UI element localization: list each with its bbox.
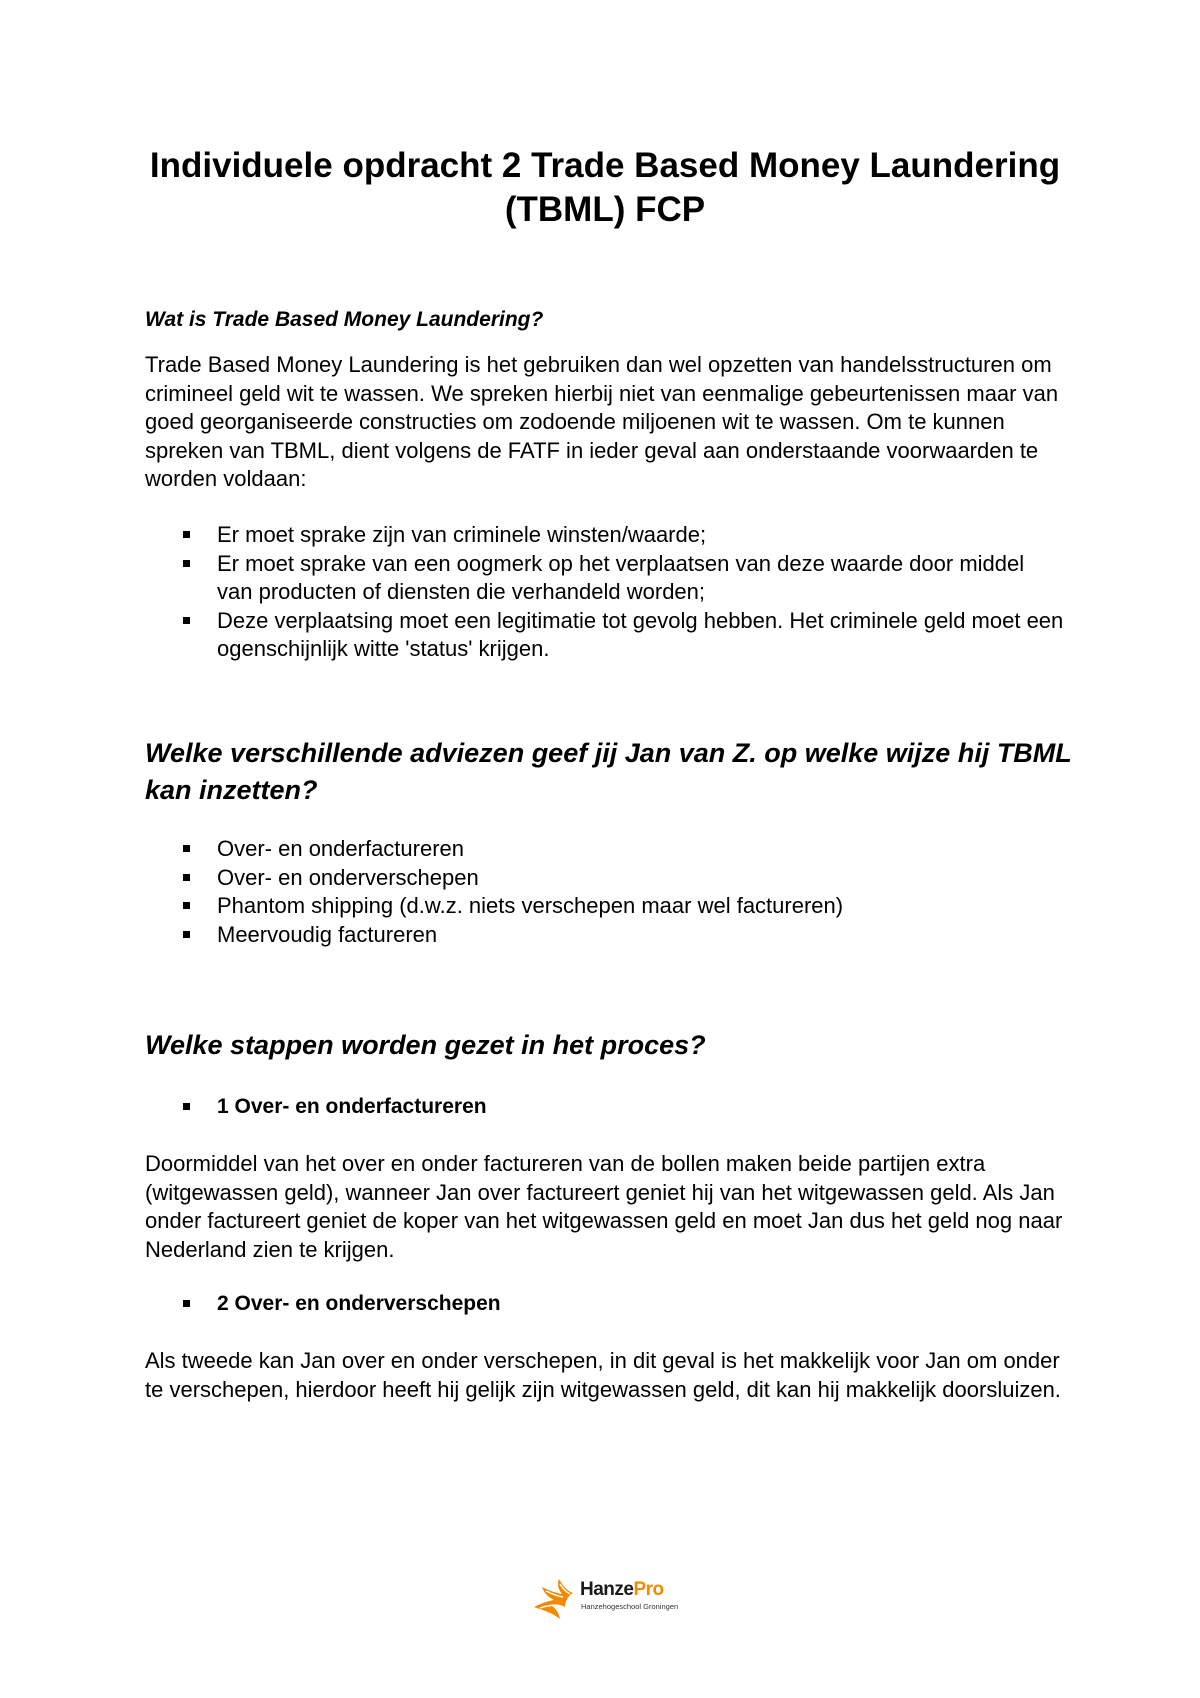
square-bullet-icon	[183, 1300, 190, 1307]
list-item	[145, 607, 1065, 664]
square-bullet-icon	[183, 902, 190, 909]
list-item-text: Er moet sprake van een oogmerk op het verplaatsen van deze waarde door middel van producten of diensten die verhandeld worden;	[217, 550, 1025, 604]
section3-heading: Welke stappen worden gezet in het proces?	[145, 1030, 706, 1060]
flame-icon	[532, 1577, 578, 1621]
square-bullet-icon	[183, 1103, 190, 1110]
hanzepro-logo	[532, 1577, 682, 1625]
square-bullet-icon	[183, 931, 190, 938]
list-item-text: Er moet sprake zijn van criminele winsten/waarde;	[217, 522, 707, 547]
list-item	[145, 521, 1065, 550]
list-item-text: Over- en onderverschepen	[217, 864, 479, 890]
list-item-text: Phantom shipping (d.w.z. niets verschepen maar wel factureren)	[217, 893, 844, 918]
list-item	[145, 921, 1065, 950]
list-item	[145, 864, 1065, 893]
section1-bullet-list	[145, 521, 1065, 664]
section1-heading: Wat is Trade Based Money Laundering?	[145, 308, 544, 331]
section2-heading: Welke verschillende adviezen geef jij Jan van Z. op welke wijze hij TBML kan inzetten?	[145, 738, 1072, 805]
square-bullet-icon	[183, 845, 190, 852]
logo-subtitle: Hanzehogeschool Groningen	[581, 1602, 679, 1611]
list-item	[145, 835, 1065, 864]
section2-bullet-list	[145, 835, 1065, 949]
step-heading-2	[145, 1290, 501, 1318]
list-item	[145, 892, 1065, 921]
section1-paragraph: Trade Based Money Laundering is het gebruiken dan wel opzetten van handelsstructuren om crimineel geld wit te wassen. We spreken hierbij niet van eenmalige gebeurtenissen maar van goed georganiseerde constructies om zodoende miljoenen wit te wassen. Om te kunnen spreken van TBML, dient volgens de FATF in ieder geval aan onderstaande voorwaarden te worden voldaan:	[145, 352, 1059, 491]
step-label: 1 Over- en onderfactureren	[217, 1095, 487, 1118]
step-2-paragraph: Als tweede kan Jan over en onder verschepen, in dit geval is het makkelijk voor Jan om onder te verschepen, hierdoor heeft hij gelijk zijn witgewassen geld, dit kan hij makkelijk doorsluizen.	[145, 1348, 1061, 1402]
logo-wordmark	[580, 1579, 664, 1601]
list-item-text: Deze verplaatsing moet een legitimatie tot gevolg hebben. Het criminele geld moet een ogenschijnlijk witte 'status' krijgen.	[217, 607, 1064, 661]
square-bullet-icon	[183, 874, 190, 881]
square-bullet-icon	[183, 560, 190, 567]
list-item-text: Over- en onderfactureren	[217, 836, 465, 861]
step-label: 2 Over- en onderverschepen	[217, 1292, 501, 1315]
step-1-paragraph: Doormiddel van het over en onder factureren van de bollen maken beide partijen extra (witgewassen geld), wanneer Jan over factureert geniet hij van het witgewassen geld. Als Jan onder factureert geniet de koper van het witgewassen geld en moet Jan dus het geld nog naar Nederland zien te krijgen.	[145, 1151, 1063, 1262]
logo-word-hanze: Hanze	[580, 1579, 634, 1600]
square-bullet-icon	[183, 617, 190, 624]
list-item-text: Meervoudig factureren	[217, 921, 438, 947]
square-bullet-icon	[183, 531, 190, 538]
list-item	[145, 550, 1065, 607]
step-heading-1	[145, 1093, 487, 1121]
page-title: Individuele opdracht 2 Trade Based Money Laundering (TBML) FCP	[149, 146, 1061, 229]
logo-word-pro: Pro	[633, 1579, 664, 1600]
